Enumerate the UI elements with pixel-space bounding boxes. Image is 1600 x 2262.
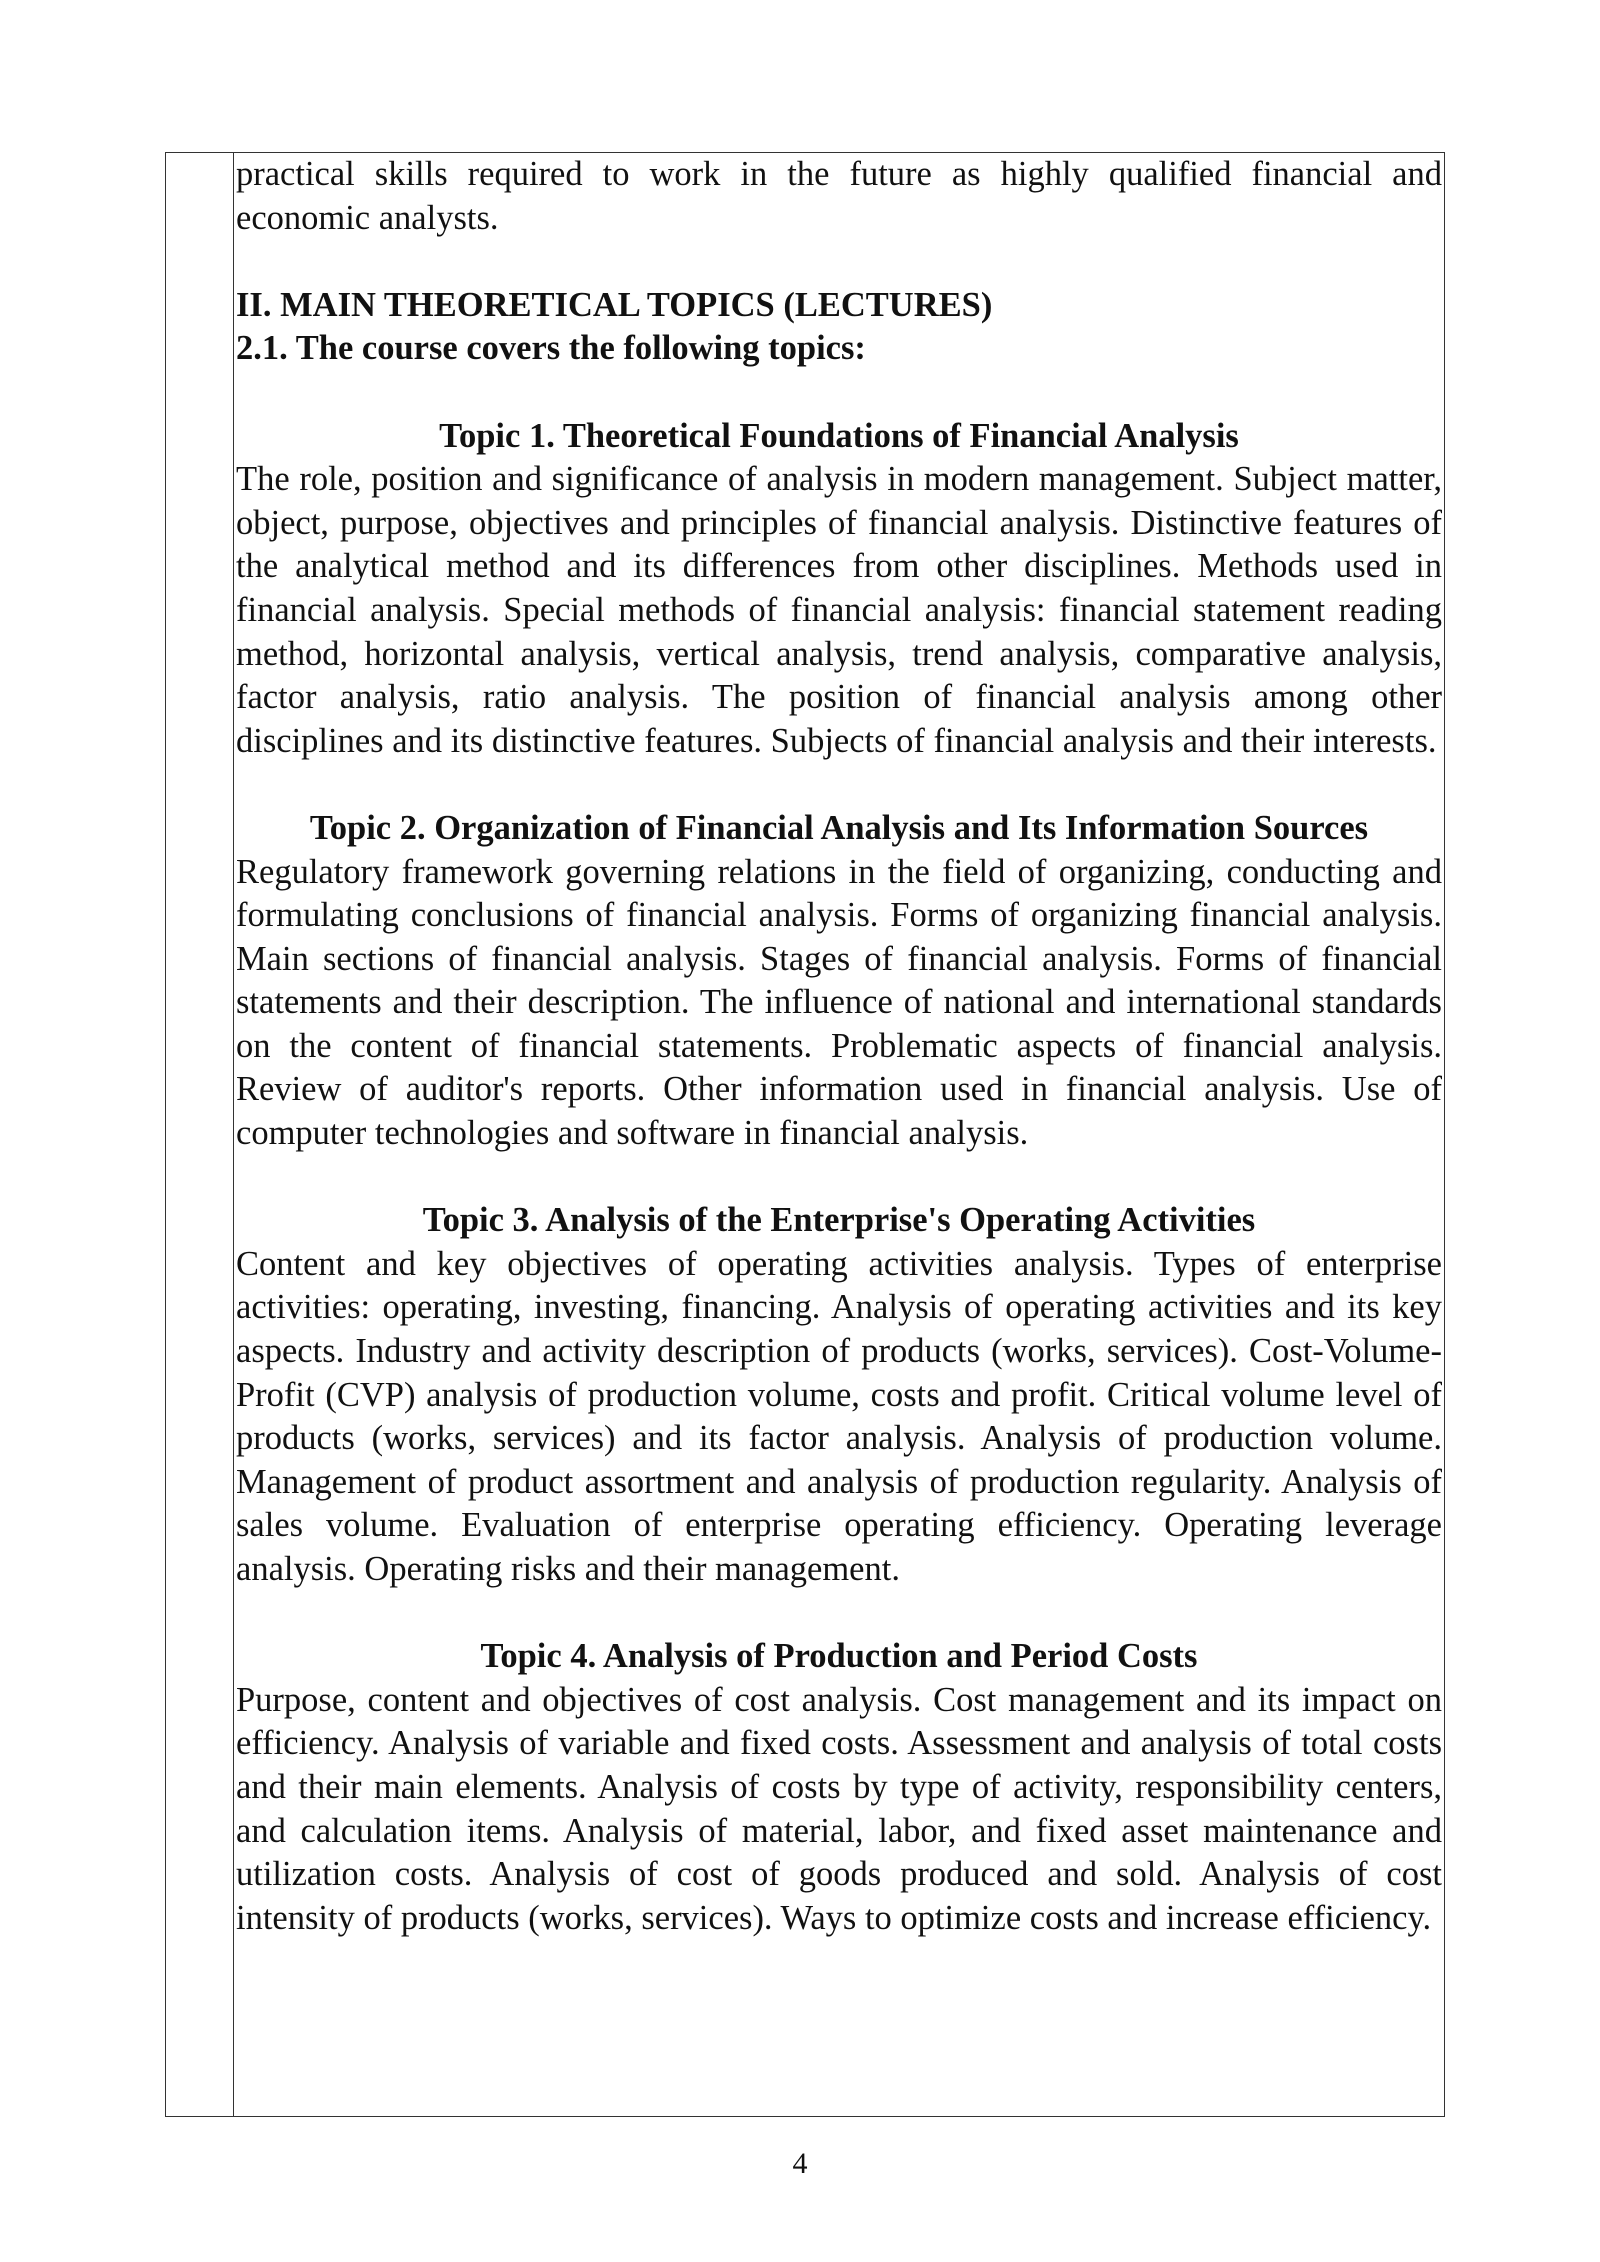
topic-2-title: Topic 2. Organization of Financial Analysis and Its Information Sources (309, 808, 1369, 847)
topic-3-title: Topic 3. Analysis of the Enterprise's Operating Activities (422, 1201, 1256, 1240)
section-subheading: 2.1. The course covers the following topics: (236, 329, 866, 368)
spacer (236, 1592, 1442, 1636)
spacer (236, 240, 1442, 284)
table-content-cell (236, 153, 1442, 2116)
intro-continuation: practical skills required to work in the future as highly qualified financial and economic analysts. (236, 155, 1442, 237)
spacer (236, 763, 1442, 807)
topic-2-body: Regulatory framework governing relations in the field of organizing, conducting and formulating conclusions of financial analysis. Forms of organizing financial analysis. Main sections of financial analysis. Stages of financial analysis. Forms of financial statements and their description. The influence of national and international standards on the content of financial statements. Problematic aspects of financial analysis. Review of auditor's reports. Other information used in financial analysis. Use of computer technologies and software in financial analysis. (236, 852, 1442, 1153)
spacer (236, 371, 1442, 415)
spacer (236, 1156, 1442, 1200)
document-table (165, 152, 1445, 2117)
topic-1-title: Topic 1. Theoretical Foundations of Financial Analysis (439, 416, 1239, 455)
page-number: 4 (792, 2147, 808, 2180)
topic-1-body: The role, position and significance of analysis in modern management. Subject matter, object, purpose, objectives and principles of financial analysis. Distinctive features of the analytical method and its differences from other disciplines. Methods used in financial analysis. Special methods of financial analysis: financial statement reading method, horizontal analysis, vertical analysis, trend analysis, comparative analysis, factor analysis, ratio analysis. The position of financial analysis among other disciplines and its distinctive features. Subjects of financial analysis and their interests. (236, 460, 1442, 760)
topic-3-body: Content and key objectives of operating activities analysis. Types of enterprise activities: operating, investing, financing. Analysis of operating activities and its key aspects. Industry and activity description of products (works, services). Cost-Volume-Profit (CVP) analysis of production volume, costs and profit. Critical volume level of products (works, services) and its factor analysis. Analysis of production volume. Management of product assortment and analysis of production regularity. Analysis of sales volume. Evaluation of enterprise operating efficiency. Operating leverage analysis. Operating risks and their management. (236, 1244, 1442, 1588)
section-heading: II. MAIN THEORETICAL TOPICS (LECTURES) (236, 285, 993, 324)
topic-4-body: Purpose, content and objectives of cost analysis. Cost management and its impact on efficiency. Analysis of variable and fixed costs. Assessment and analysis of total costs and their main elements. Analysis of costs by type of activity, responsibility centers, and calculation items. Analysis of material, labor, and fixed asset maintenance and utilization costs. Analysis of cost of goods produced and sold. Analysis of cost intensity of products (works, services). Ways to optimize costs and increase efficiency. (236, 1680, 1442, 1937)
topic-4-title: Topic 4. Analysis of Production and Period Costs (480, 1637, 1198, 1676)
table-left-column (166, 153, 234, 2116)
